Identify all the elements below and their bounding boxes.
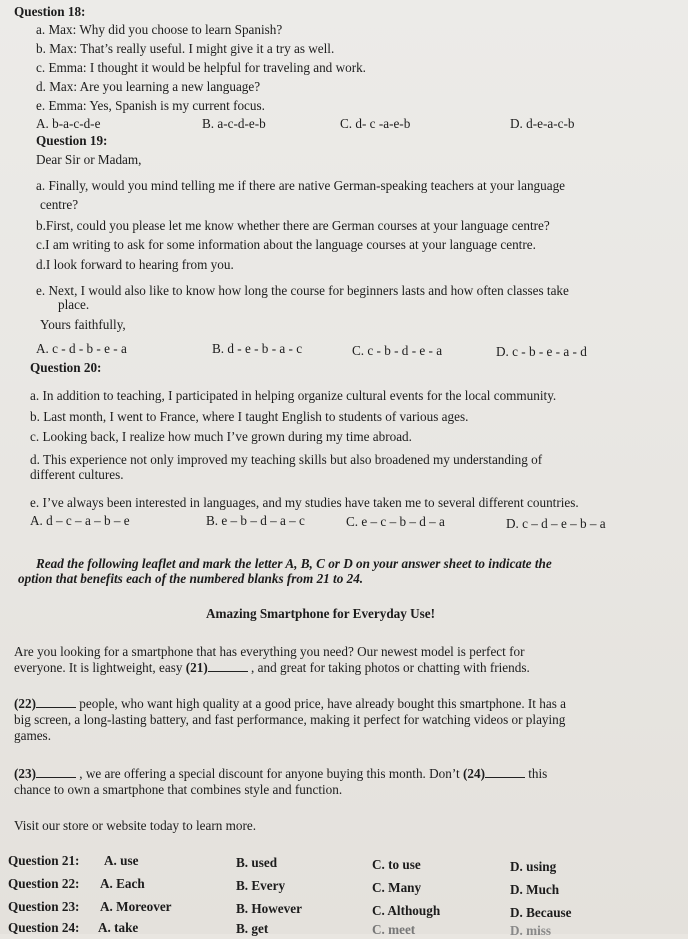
q18-option-c: C. d- c -a-e-b	[340, 116, 411, 131]
q19-item-c: c.I am writing to ask for some information about the language courses at your language centre.	[36, 237, 536, 252]
q20-item-e: e. I’ve always been interested in languages, and my studies have taken me to several different countries.	[30, 495, 579, 510]
q19-item-e-line1: e. Next, I would also like to know how long the course for beginners lasts and how often classes take	[36, 283, 569, 298]
reading-instruction-line1: Read the following leaflet and mark the letter A, B, C or D on your answer sheet to indicate the	[36, 556, 552, 571]
leaflet-p1-line2	[14, 660, 530, 676]
q21-option-c: C. to use	[372, 857, 421, 872]
q20-item-a: a. In addition to teaching, I participated in helping organize cultural events for the local community.	[30, 388, 557, 403]
q20-item-b: b. Last month, I went to France, where I taught English to students of various ages.	[30, 409, 469, 424]
q19-item-b: b.First, could you please let me know whether there are German courses at your language centre?	[36, 218, 550, 233]
q20-item-d-line2: different cultures.	[30, 467, 124, 482]
q20-option-b: B. e – b – d – a – c	[206, 513, 305, 528]
leaflet-p2-line1	[14, 696, 566, 712]
q23-option-b: B. However	[236, 901, 302, 916]
q22-option-b: B. Every	[236, 878, 286, 893]
q20-option-d: D. c – d – e – b – a	[506, 516, 606, 531]
blank-23	[36, 766, 76, 778]
q24-option-a: A. take	[98, 920, 139, 935]
leaflet-p1-text-a: everyone. It is lightweight, easy	[14, 660, 186, 675]
q18-item-c: c. Emma: I thought it would be helpful for traveling and work.	[36, 60, 366, 75]
question-20-title: Question 20:	[30, 360, 102, 375]
q20-option-c: C. e – c – b – d – a	[346, 514, 445, 529]
q19-option-a: A. c - d - b - e - a	[36, 341, 127, 356]
q24-label: Question 24:	[8, 920, 80, 935]
q18-item-a: a. Max: Why did you choose to learn Spanish?	[36, 22, 283, 37]
question-18-title: Question 18:	[14, 4, 86, 19]
q23-option-a: A. Moreover	[100, 899, 172, 914]
q19-option-b: B. d - e - b - a - c	[212, 341, 303, 356]
q19-option-c: C. c - b - d - e - a	[352, 343, 443, 358]
question-19-title: Question 19:	[36, 133, 108, 148]
blank-21	[208, 660, 248, 672]
q23-option-c: C. Although	[372, 903, 441, 918]
leaflet-p4: Visit our store or website today to learn more.	[14, 818, 257, 833]
blank-24	[485, 766, 525, 778]
q18-option-b: B. a-c-d-e-b	[202, 116, 266, 131]
leaflet-p2-line2: big screen, a long-lasting battery, and fast performance, making it perfect for watching videos or playing	[14, 712, 566, 727]
blank-22	[36, 696, 76, 708]
q22-option-a: A. Each	[100, 876, 145, 891]
leaflet-p3-line2: chance to own a smartphone that combines style and function.	[14, 782, 343, 797]
q19-closing: Yours faithfully,	[40, 317, 126, 332]
q20-item-d-line1: d. This experience not only improved my teaching skills but also broadened my understanding of	[30, 452, 543, 467]
q18-item-e: e. Emma: Yes, Spanish is my current focus.	[36, 98, 265, 113]
q19-greeting: Dear Sir or Madam,	[36, 152, 142, 167]
leaflet-p1-line1: Are you looking for a smartphone that has everything you need? Our newest model is perfect for	[14, 644, 525, 659]
blank-24-number: (24)	[462, 766, 485, 781]
q21-option-b: B. used	[236, 855, 278, 870]
q18-option-a: A. b-a-c-d-e	[36, 116, 101, 131]
leaflet-p2-line3: games.	[14, 728, 51, 743]
blank-21-number: (21)	[185, 660, 208, 675]
q22-option-c: C. Many	[372, 880, 422, 895]
q19-option-d: D. c - b - e - a - d	[496, 344, 587, 359]
leaflet-p1-text-b: , and great for taking photos or chatting with friends.	[247, 660, 530, 675]
q23-option-d: D. Because	[510, 905, 572, 920]
q18-item-b: b. Max: That’s really useful. I might give it a try as well.	[36, 41, 335, 56]
blank-22-number: (22)	[14, 696, 36, 711]
q22-label: Question 22:	[8, 876, 80, 891]
q20-option-a: A. d – c – a – b – e	[30, 513, 130, 528]
leaflet-title: Amazing Smartphone for Everyday Use!	[206, 606, 436, 621]
q22-option-d: D. Much	[510, 882, 560, 897]
q24-option-d: D. miss	[510, 923, 552, 938]
q24-option-b: B. get	[236, 921, 269, 936]
leaflet-p2-text: people, who want high quality at a good price, have already bought this smartphone. It has a	[75, 696, 566, 711]
q19-item-e-line2: place.	[58, 297, 90, 312]
q19-item-a-line2: centre?	[40, 197, 79, 212]
reading-instruction-line2: option that benefits each of the numbered blanks from 21 to 24.	[18, 571, 364, 586]
q21-label: Question 21:	[8, 853, 80, 868]
q21-option-d: D. using	[510, 859, 557, 874]
leaflet-p3-text-b: this	[524, 766, 548, 781]
q24-option-c: C. meet	[372, 922, 416, 937]
leaflet-p3-line1	[14, 766, 547, 782]
blank-23-number: (23)	[14, 766, 36, 781]
q23-label: Question 23:	[8, 899, 80, 914]
q20-item-c: c. Looking back, I realize how much I’ve grown during my time abroad.	[30, 429, 412, 444]
q18-option-d: D. d-e-a-c-b	[510, 116, 575, 131]
q21-option-a: A. use	[104, 853, 139, 868]
leaflet-p3-text-a: , we are offering a special discount for anyone buying this month. Don’t	[75, 766, 463, 781]
q19-item-d: d.I look forward to hearing from you.	[36, 257, 234, 272]
q18-item-d: d. Max: Are you learning a new language?	[36, 79, 261, 94]
q19-item-a-line1: a. Finally, would you mind telling me if there are native German-speaking teachers at your language	[36, 178, 566, 193]
